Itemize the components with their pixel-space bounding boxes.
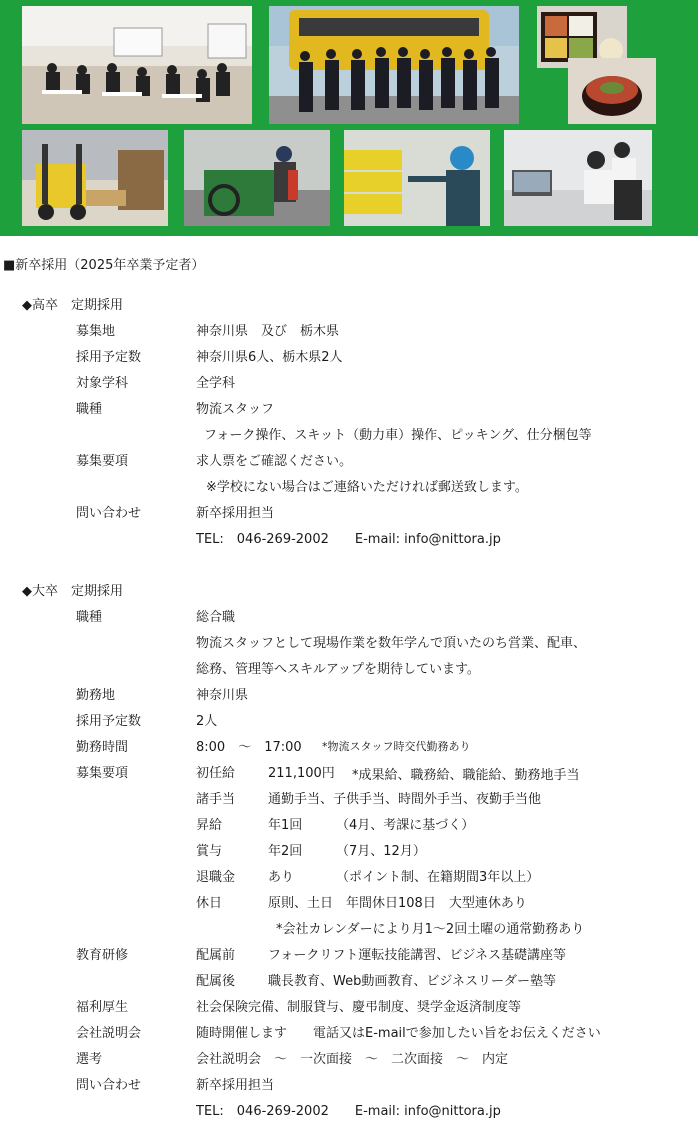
uni-req-value-salary: 211,100円 [268, 766, 335, 781]
uni-label-contact: 問い合わせ [76, 1078, 142, 1093]
hs-value-job-detail: フォーク操作、スキット（動力車）操作、ピッキング、仕分梱包等 [204, 428, 592, 443]
uni-value-job: 総合職 [196, 610, 236, 625]
uni-req-note-bonus: （7月、12月） [336, 844, 426, 859]
uni-req-key-holiday: 休日 [196, 896, 223, 911]
hs-value-job: 物流スタッフ [196, 402, 275, 417]
uni-req-value-allowance: 通勤手当、子供手当、時間外手当、夜勤手当他 [268, 792, 542, 807]
photo-picking [344, 130, 490, 226]
uni-req-key-bonus: 賞与 [196, 844, 223, 859]
uni-label-job: 職種 [76, 610, 103, 625]
uni-value-contact: 新卒採用担当 [196, 1078, 275, 1093]
photo-donburi [568, 58, 656, 124]
uni-label-hours: 勤務時間 [76, 740, 129, 755]
uni-training-key-after: 配属後 [196, 974, 236, 989]
uni-value-hours: 8:00 ～ 17:00 [196, 740, 302, 755]
uni-training-key-before: 配属前 [196, 948, 236, 963]
uni-value-location: 神奈川県 [196, 688, 249, 703]
photo-classroom [22, 6, 252, 124]
photo-bus-group [269, 6, 519, 124]
uni-value-contact-tel: TEL: 046-269-2002 E-mail: info@nittora.jp [196, 1104, 501, 1119]
hs-label-job: 職種 [76, 402, 103, 417]
hs-value-dept: 全学科 [196, 376, 236, 391]
uni-req-key-allowance: 諸手当 [196, 792, 236, 807]
uni-label-training: 教育研修 [76, 948, 129, 963]
hs-value-requirements-note: ※学校にない場合はご連絡いただければ郵送致します。 [206, 480, 528, 495]
uni-training-value-before: フォークリフト運転技能講習、ビジネス基礎講座等 [268, 948, 566, 963]
uni-label-count: 採用予定数 [76, 714, 142, 729]
photo-driver [184, 130, 330, 226]
uni-req-key-raise: 昇給 [196, 818, 223, 833]
photo-banner [0, 0, 698, 236]
uni-label-welfare: 福利厚生 [76, 1000, 129, 1015]
uni-value-briefing: 随時開催します 電話又はE-mailで参加したい旨をお伝えください [196, 1026, 601, 1041]
uni-label-briefing: 会社説明会 [76, 1026, 142, 1041]
uni-req-note-retirement: （ポイント制、在籍期間3年以上） [336, 870, 540, 885]
uni-req-note-raise: （4月、考課に基づく） [336, 818, 475, 833]
hs-value-contact-tel: TEL: 046-269-2002 E-mail: info@nittora.jp [196, 532, 501, 547]
uni-req-note-salary: *成果給、職務給、職能給、勤務地手当 [352, 768, 580, 783]
hs-label-count: 採用予定数 [76, 350, 142, 365]
uni-req-key-salary: 初任給 [196, 766, 236, 781]
hs-value-area: 神奈川県 及び 栃木県 [196, 324, 340, 339]
uni-req-value-holiday: 原則、土日 年間休日108日 大型連休あり [268, 896, 527, 911]
hs-label-requirements: 募集要項 [76, 454, 129, 469]
hs-label-dept: 対象学科 [76, 376, 129, 391]
uni-label-selection: 選考 [76, 1052, 103, 1067]
uni-req-value-bonus: 年2回 [268, 844, 303, 859]
high-school-title: ◆高卒 定期採用 [22, 298, 123, 313]
photo-forklift [22, 130, 168, 226]
hs-label-contact: 問い合わせ [76, 506, 142, 521]
uni-training-value-after: 職長教育、Web動画教育、ビジネスリーダー塾等 [268, 974, 556, 989]
uni-value-count: 2人 [196, 714, 218, 729]
uni-req-holiday-note: *会社カレンダーにより月1～2回土曜の通常勤務あり [276, 922, 585, 937]
uni-req-value-raise: 年1回 [268, 818, 303, 833]
hs-label-area: 募集地 [76, 324, 116, 339]
university-title: ◆大卒 定期採用 [22, 584, 123, 599]
hs-value-requirements: 求人票をご確認ください。 [196, 454, 353, 469]
uni-value-selection: 会社説明会 ～ 一次面接 ～ 二次面接 ～ 内定 [196, 1052, 509, 1067]
uni-label-requirements: 募集要項 [76, 766, 129, 781]
uni-req-key-retirement: 退職金 [196, 870, 236, 885]
uni-req-value-retirement: あり [268, 870, 295, 885]
hs-value-count: 神奈川県6人、栃木県2人 [196, 350, 343, 365]
uni-label-location: 勤務地 [76, 688, 116, 703]
photo-office [504, 130, 652, 226]
uni-value-job-line2: 物流スタッフとして現場作業を数年学んで頂いたのち営業、配車、 [196, 636, 587, 651]
page-heading: ■新卒採用（2025年卒業予定者） [3, 258, 205, 273]
hs-value-contact: 新卒採用担当 [196, 506, 275, 521]
uni-value-job-line3: 総務、管理等へスキルアップを期待しています。 [196, 662, 480, 677]
uni-value-hours-note: *物流スタッフ時交代勤務あり [322, 740, 471, 753]
uni-value-welfare: 社会保険完備、制服貸与、慶弔制度、奨学金返済制度等 [196, 1000, 522, 1015]
